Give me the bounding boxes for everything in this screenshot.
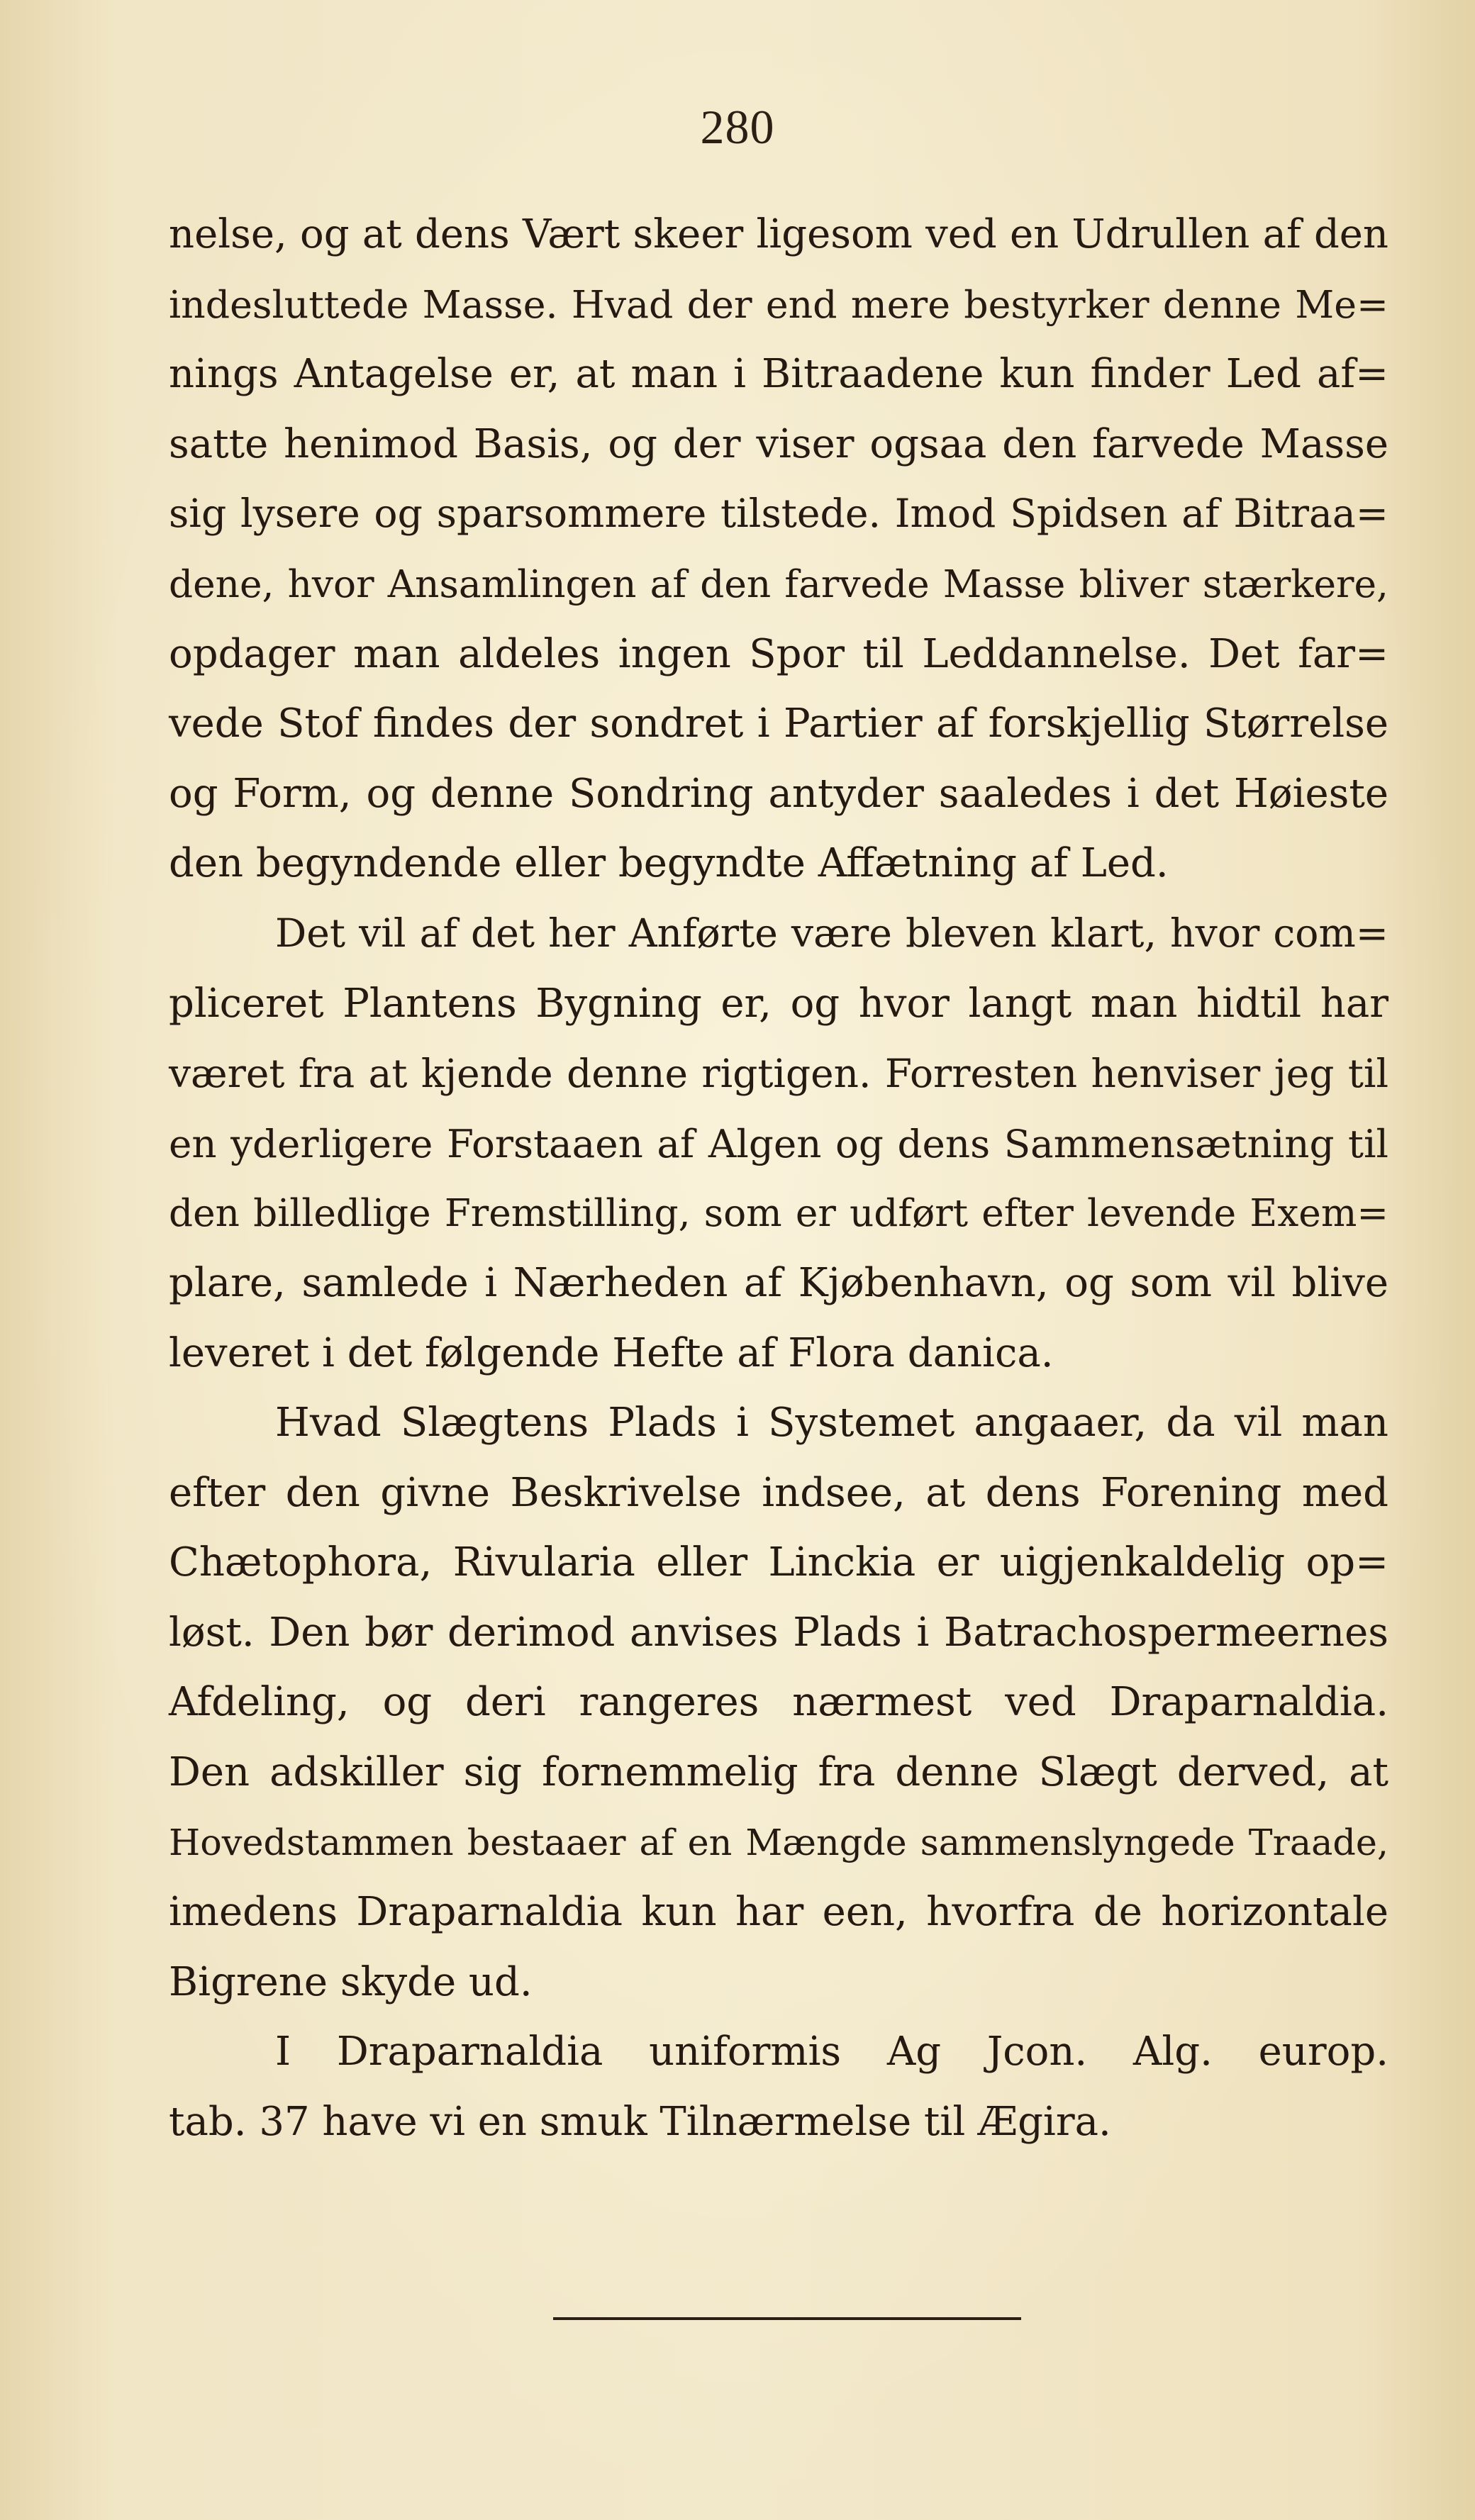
- paragraph-3: [169, 1388, 1388, 2017]
- page-number: 280: [700, 100, 775, 154]
- paragraph-2: [169, 899, 1388, 1388]
- text-line: tab. 37 have vi en smuk Tilnærmelse til Ægira.: [169, 2099, 1111, 2146]
- text-line: plare, samlede i Nærheden af Kjøbenhavn, og som vil blive: [169, 1259, 1388, 1306]
- text-line: den begyndende eller begyndte Affætning af Led.: [169, 840, 1169, 887]
- text-line: Det vil af det her Anførte være bleven klart, hvor com=: [275, 910, 1388, 957]
- text-line: dene, hvor Ansamlingen af den farvede Masse bliver stærkere,: [169, 562, 1388, 606]
- text-line: opdager man aldeles ingen Spor til Leddannelse. Det far=: [169, 630, 1388, 677]
- text-line: Hovedstammen bestaaer af en Mængde sammenslyngede Traade,: [169, 1821, 1388, 1863]
- text-line: Den adskiller sig fornemmelig fra denne Slægt derved, at: [169, 1749, 1388, 1796]
- text-line: nings Antagelse er, at man i Bitraadene kun finder Led af=: [169, 351, 1388, 398]
- paragraph-4: [169, 2017, 1388, 2157]
- text-line: en yderligere Forstaaen af Algen og dens Sammensætning til: [169, 1120, 1388, 1166]
- body-text: [169, 200, 1388, 2158]
- text-line: efter den givne Beskrivelse indsee, at dens Forening med: [169, 1469, 1388, 1516]
- text-line: den billedlige Fremstilling, som er udført efter levende Exem=: [169, 1191, 1388, 1236]
- text-line: nelse, og at dens Vært skeer ligesom ved en Udrullen af den: [169, 211, 1388, 257]
- text-line: og Form, og denne Sondring antyder saaledes i det Høieste: [169, 770, 1388, 817]
- text-line: indesluttede Masse. Hvad der end mere bestyrker denne Me=: [169, 281, 1388, 327]
- text-line: leveret i det følgende Hefte af Flora danica.: [169, 1329, 1054, 1376]
- text-line: Chætophora, Rivularia eller Linckia er uigjenkaldelig op=: [169, 1539, 1388, 1586]
- text-line: Bigrene skyde ud.: [169, 1958, 533, 2005]
- text-line: løst. Den bør derimod anvises Plads i Batrachospermeernes: [169, 1609, 1388, 1656]
- text-line: imedens Draparnaldia kun har een, hvorfra de horizontale: [169, 1889, 1388, 1936]
- text-line: Afdeling, og deri rangeres nærmest ved Draparnaldia.: [169, 1679, 1388, 1726]
- text-line: Hvad Slægtens Plads i Systemet angaaer, da vil man: [275, 1400, 1388, 1446]
- closing-rule: [553, 2317, 1021, 2320]
- text-line: satte henimod Basis, og der viser ogsaa den farvede Masse: [169, 420, 1388, 467]
- text-line: sig lysere og sparsommere tilstede. Imod Spidsen af Bitraa=: [169, 491, 1388, 537]
- text-line: vede Stof findes der sondret i Partier af forskjellig Størrelse: [169, 701, 1388, 747]
- text-line: været fra at kjende denne rigtigen. Forresten henviser jeg til: [169, 1051, 1388, 1097]
- text-line: pliceret Plantens Bygning er, og hvor langt man hidtil har: [169, 980, 1388, 1027]
- paragraph-1: [169, 200, 1388, 899]
- text-line: I Draparnaldia uniformis Ag Jcon. Alg. europ.: [275, 2029, 1388, 2075]
